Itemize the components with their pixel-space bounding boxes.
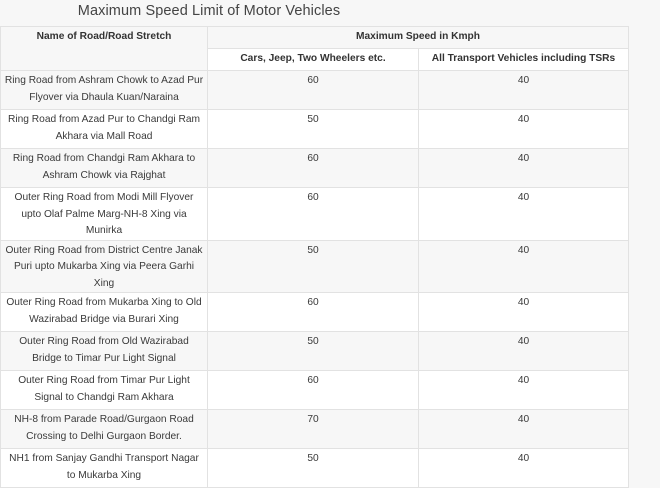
column-header-transport: All Transport Vehicles including TSRs bbox=[419, 49, 629, 71]
cars-speed-cell: 50 bbox=[208, 449, 419, 488]
road-name-cell: Outer Ring Road from Modi Mill Flyover upto Olaf Palme Marg-NH-8 Xing via Munirka bbox=[1, 188, 208, 241]
cars-speed-cell: 60 bbox=[208, 371, 419, 410]
transport-speed-cell: 40 bbox=[419, 188, 629, 241]
transport-speed-cell: 40 bbox=[419, 110, 629, 149]
column-group-header-max-speed: Maximum Speed in Kmph bbox=[208, 27, 629, 49]
transport-speed-cell: 40 bbox=[419, 371, 629, 410]
road-name-cell: Ring Road from Azad Pur to Chandgi Ram Akhara via Mall Road bbox=[1, 110, 208, 149]
cars-speed-cell: 70 bbox=[208, 410, 419, 449]
road-name-cell: NH1 from Sanjay Gandhi Transport Nagar to Mukarba Xing bbox=[1, 449, 208, 488]
road-name-cell: Ring Road from Ashram Chowk to Azad Pur Flyover via Dhaula Kuan/Naraina bbox=[1, 71, 208, 110]
transport-speed-cell: 40 bbox=[419, 449, 629, 488]
transport-speed-cell: 40 bbox=[419, 240, 629, 293]
table-row bbox=[1, 71, 629, 110]
road-name-cell: Outer Ring Road from Timar Pur Light Signal to Chandgi Ram Akhara bbox=[1, 371, 208, 410]
table-row bbox=[1, 240, 629, 293]
cars-speed-cell: 60 bbox=[208, 188, 419, 241]
cars-speed-cell: 60 bbox=[208, 293, 419, 332]
transport-speed-cell: 40 bbox=[419, 332, 629, 371]
cars-speed-cell: 60 bbox=[208, 149, 419, 188]
table-row bbox=[1, 371, 629, 410]
table-row bbox=[1, 332, 629, 371]
cars-speed-cell: 50 bbox=[208, 240, 419, 293]
speed-limit-table bbox=[0, 26, 629, 488]
page-title: Maximum Speed Limit of Motor Vehicles bbox=[77, 3, 341, 19]
cars-speed-cell: 60 bbox=[208, 71, 419, 110]
table-row bbox=[1, 410, 629, 449]
road-name-cell: Outer Ring Road from Mukarba Xing to Old Wazirabad Bridge via Burari Xing bbox=[1, 293, 208, 332]
road-name-cell: Outer Ring Road from District Centre Janak Puri upto Mukarba Xing via Peera Garhi Xing bbox=[1, 240, 208, 293]
table-row bbox=[1, 149, 629, 188]
header-row-primary bbox=[1, 27, 629, 49]
road-name-cell: Ring Road from Chandgi Ram Akhara to Ashram Chowk via Rajghat bbox=[1, 149, 208, 188]
table-row bbox=[1, 188, 629, 241]
table-row bbox=[1, 449, 629, 488]
transport-speed-cell: 40 bbox=[419, 149, 629, 188]
transport-speed-cell: 40 bbox=[419, 293, 629, 332]
road-name-cell: NH-8 from Parade Road/Gurgaon Road Crossing to Delhi Gurgaon Border. bbox=[1, 410, 208, 449]
table-row bbox=[1, 293, 629, 332]
cars-speed-cell: 50 bbox=[208, 332, 419, 371]
table-row bbox=[1, 110, 629, 149]
road-name-cell: Outer Ring Road from Old Wazirabad Bridge to Timar Pur Light Signal bbox=[1, 332, 208, 371]
cars-speed-cell: 50 bbox=[208, 110, 419, 149]
transport-speed-cell: 40 bbox=[419, 410, 629, 449]
transport-speed-cell: 40 bbox=[419, 71, 629, 110]
column-header-cars: Cars, Jeep, Two Wheelers etc. bbox=[208, 49, 419, 71]
column-header-road: Name of Road/Road Stretch bbox=[1, 27, 208, 71]
